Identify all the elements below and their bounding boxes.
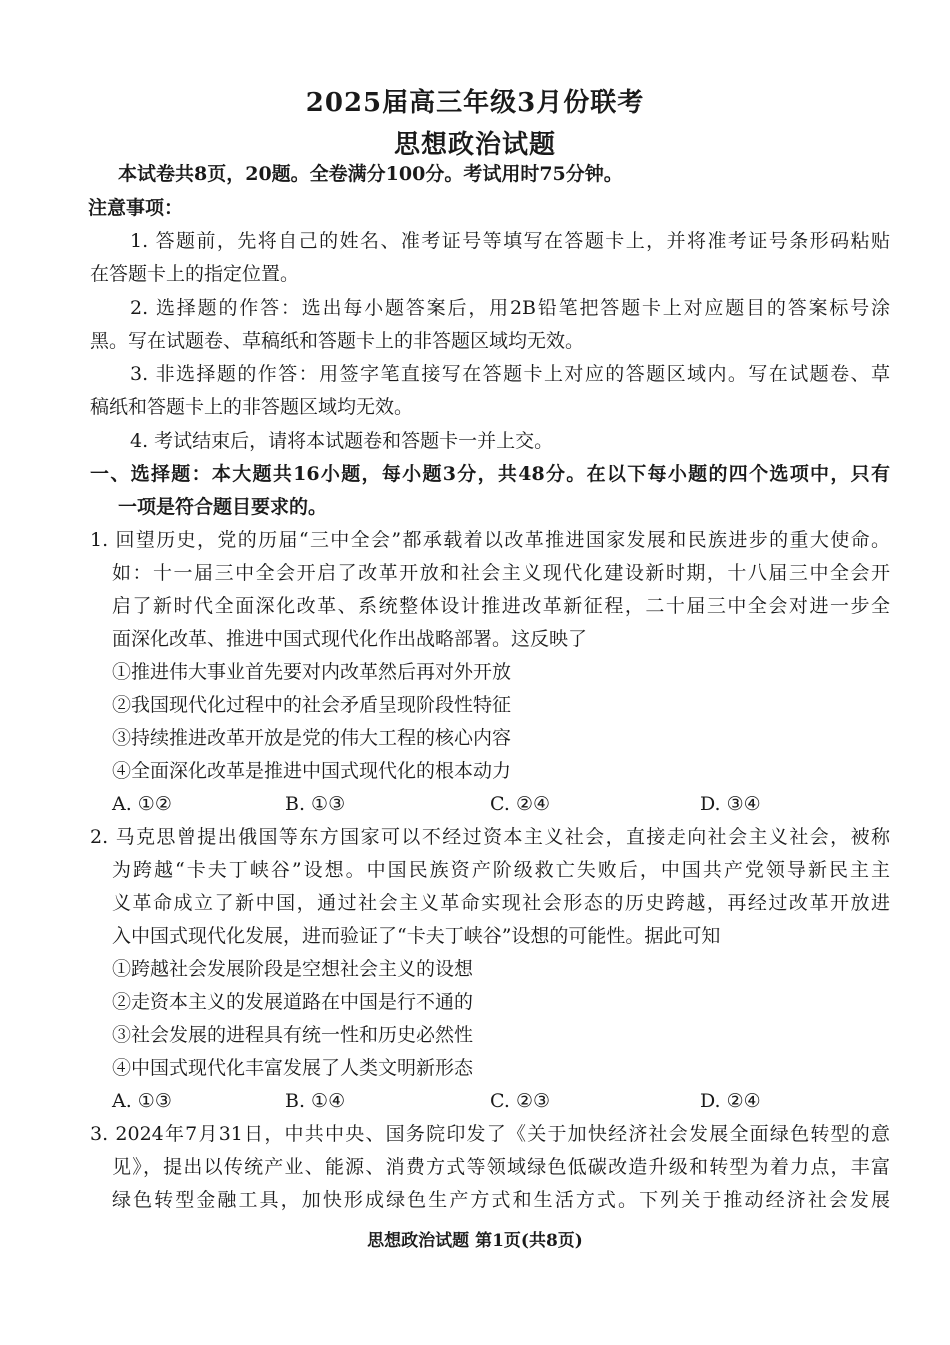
question-2-stem-line-2: 为跨越“卡夫丁峡谷”设想。中国民族资产阶级救亡失败后，中国共产党领导新民主主 [112, 859, 890, 881]
notice-item-1-line-1: 1. 答题前，先将自己的姓名、准考证号等填写在答题卡上，并将准考证号条形码粘贴 [130, 230, 890, 252]
question-1-stem-line-4: 面深化改革、推进中国式现代化作出战略部署。这反映了 [112, 628, 588, 650]
question-1-stem-line-1: 1. 回望历史，党的历届“三中全会”都承载着以改革推进国家发展和民族进步的重大使命。 [90, 529, 890, 551]
question-3-stem-line-3: 绿色转型金融工具，加快形成绿色生产方式和生活方式。下列关于推动经济社会发展 [112, 1189, 890, 1211]
question-1-stem-line-3: 启了新时代全面深化改革、系统整体设计推进改革新征程，二十届三中全会对进一步全 [112, 595, 890, 617]
section-heading-line-1: 一、选择题：本大题共16小题，每小题3分，共48分。在以下每小题的四个选项中，只有 [90, 463, 890, 485]
notice-item-2-line-1: 2. 选择题的作答：选出每小题答案后，用2B铅笔把答题卡上对应题目的答案标号涂 [130, 297, 890, 319]
page-footer: 思想政治试题 第1页(共8页) [367, 1231, 583, 1251]
question-2-statement-3: ③社会发展的进程具有统一性和历史必然性 [112, 1024, 474, 1046]
notice-item-3-line-2: 稿纸和答题卡上的非答题区域均无效。 [90, 396, 414, 418]
notice-item-2-line-2: 黑。写在试题卷、草稿纸和答题卡上的非答题区域均无效。 [90, 330, 585, 352]
question-1-option-c: C. ②④ [490, 793, 551, 815]
question-2-stem-line-3: 义革命成立了新中国，通过社会主义革命实现社会形态的历史跨越，再经过改革开放进 [112, 892, 890, 914]
question-1-statement-3: ③持续推进改革开放是党的伟大工程的核心内容 [112, 727, 512, 749]
question-2-option-c: C. ②③ [490, 1090, 551, 1112]
section-heading-line-2: 一项是符合题目要求的。 [118, 496, 328, 518]
question-1-statement-4: ④全面深化改革是推进中国式现代化的根本动力 [112, 760, 512, 782]
exam-subject-title: 思想政治试题 [393, 130, 556, 160]
question-1-stem-line-2: 如：十一届三中全会开启了改革开放和社会主义现代化建设新时期，十八届三中全会开 [112, 562, 890, 584]
question-2-option-a: A. ①③ [112, 1090, 172, 1112]
notice-item-3-line-1: 3. 非选择题的作答：用签字笔直接写在答题卡上对应的答题区域内。写在试题卷、草 [130, 363, 890, 385]
question-1-option-b: B. ①③ [285, 793, 346, 815]
question-2-option-d: D. ②④ [700, 1090, 761, 1112]
question-3-stem-line-1: 3. 2024年7月31日，中共中央、国务院印发了《关于加快经济社会发展全面绿色转型的意 [90, 1123, 890, 1145]
notice-item-1-line-2: 在答题卡上的指定位置。 [90, 263, 300, 285]
question-2-statement-4: ④中国式现代化丰富发展了人类文明新形态 [112, 1057, 474, 1079]
question-2-option-b: B. ①④ [285, 1090, 346, 1112]
question-3-stem-line-2: 见》，提出以传统产业、能源、消费方式等领域绿色低碳改造升级和转型为着力点，丰富 [112, 1156, 890, 1178]
question-2-stem-line-4: 入中国式现代化发展，进而验证了“卡夫丁峡谷”设想的可能性。据此可知 [112, 925, 721, 947]
exam-info: 本试卷共8页，20题。全卷满分100分。考试用时75分钟。 [118, 163, 623, 185]
exam-title: 2025届高三年级3月份联考 [305, 88, 645, 118]
notice-heading: 注意事项： [88, 197, 184, 219]
question-2-statement-2: ②走资本主义的发展道路在中国是行不通的 [112, 991, 474, 1013]
question-2-stem-line-1: 2. 马克思曾提出俄国等东方国家可以不经过资本主义社会，直接走向社会主义社会，被称 [90, 826, 890, 848]
notice-item-4: 4. 考试结束后，请将本试题卷和答题卡一并上交。 [130, 430, 554, 452]
question-1-option-d: D. ③④ [700, 793, 761, 815]
question-1-option-a: A. ①② [112, 793, 172, 815]
question-2-statement-1: ①跨越社会发展阶段是空想社会主义的设想 [112, 958, 474, 980]
question-1-statement-2: ②我国现代化过程中的社会矛盾呈现阶段性特征 [112, 694, 512, 716]
question-1-statement-1: ①推进伟大事业首先要对内改革然后再对外开放 [112, 661, 512, 683]
